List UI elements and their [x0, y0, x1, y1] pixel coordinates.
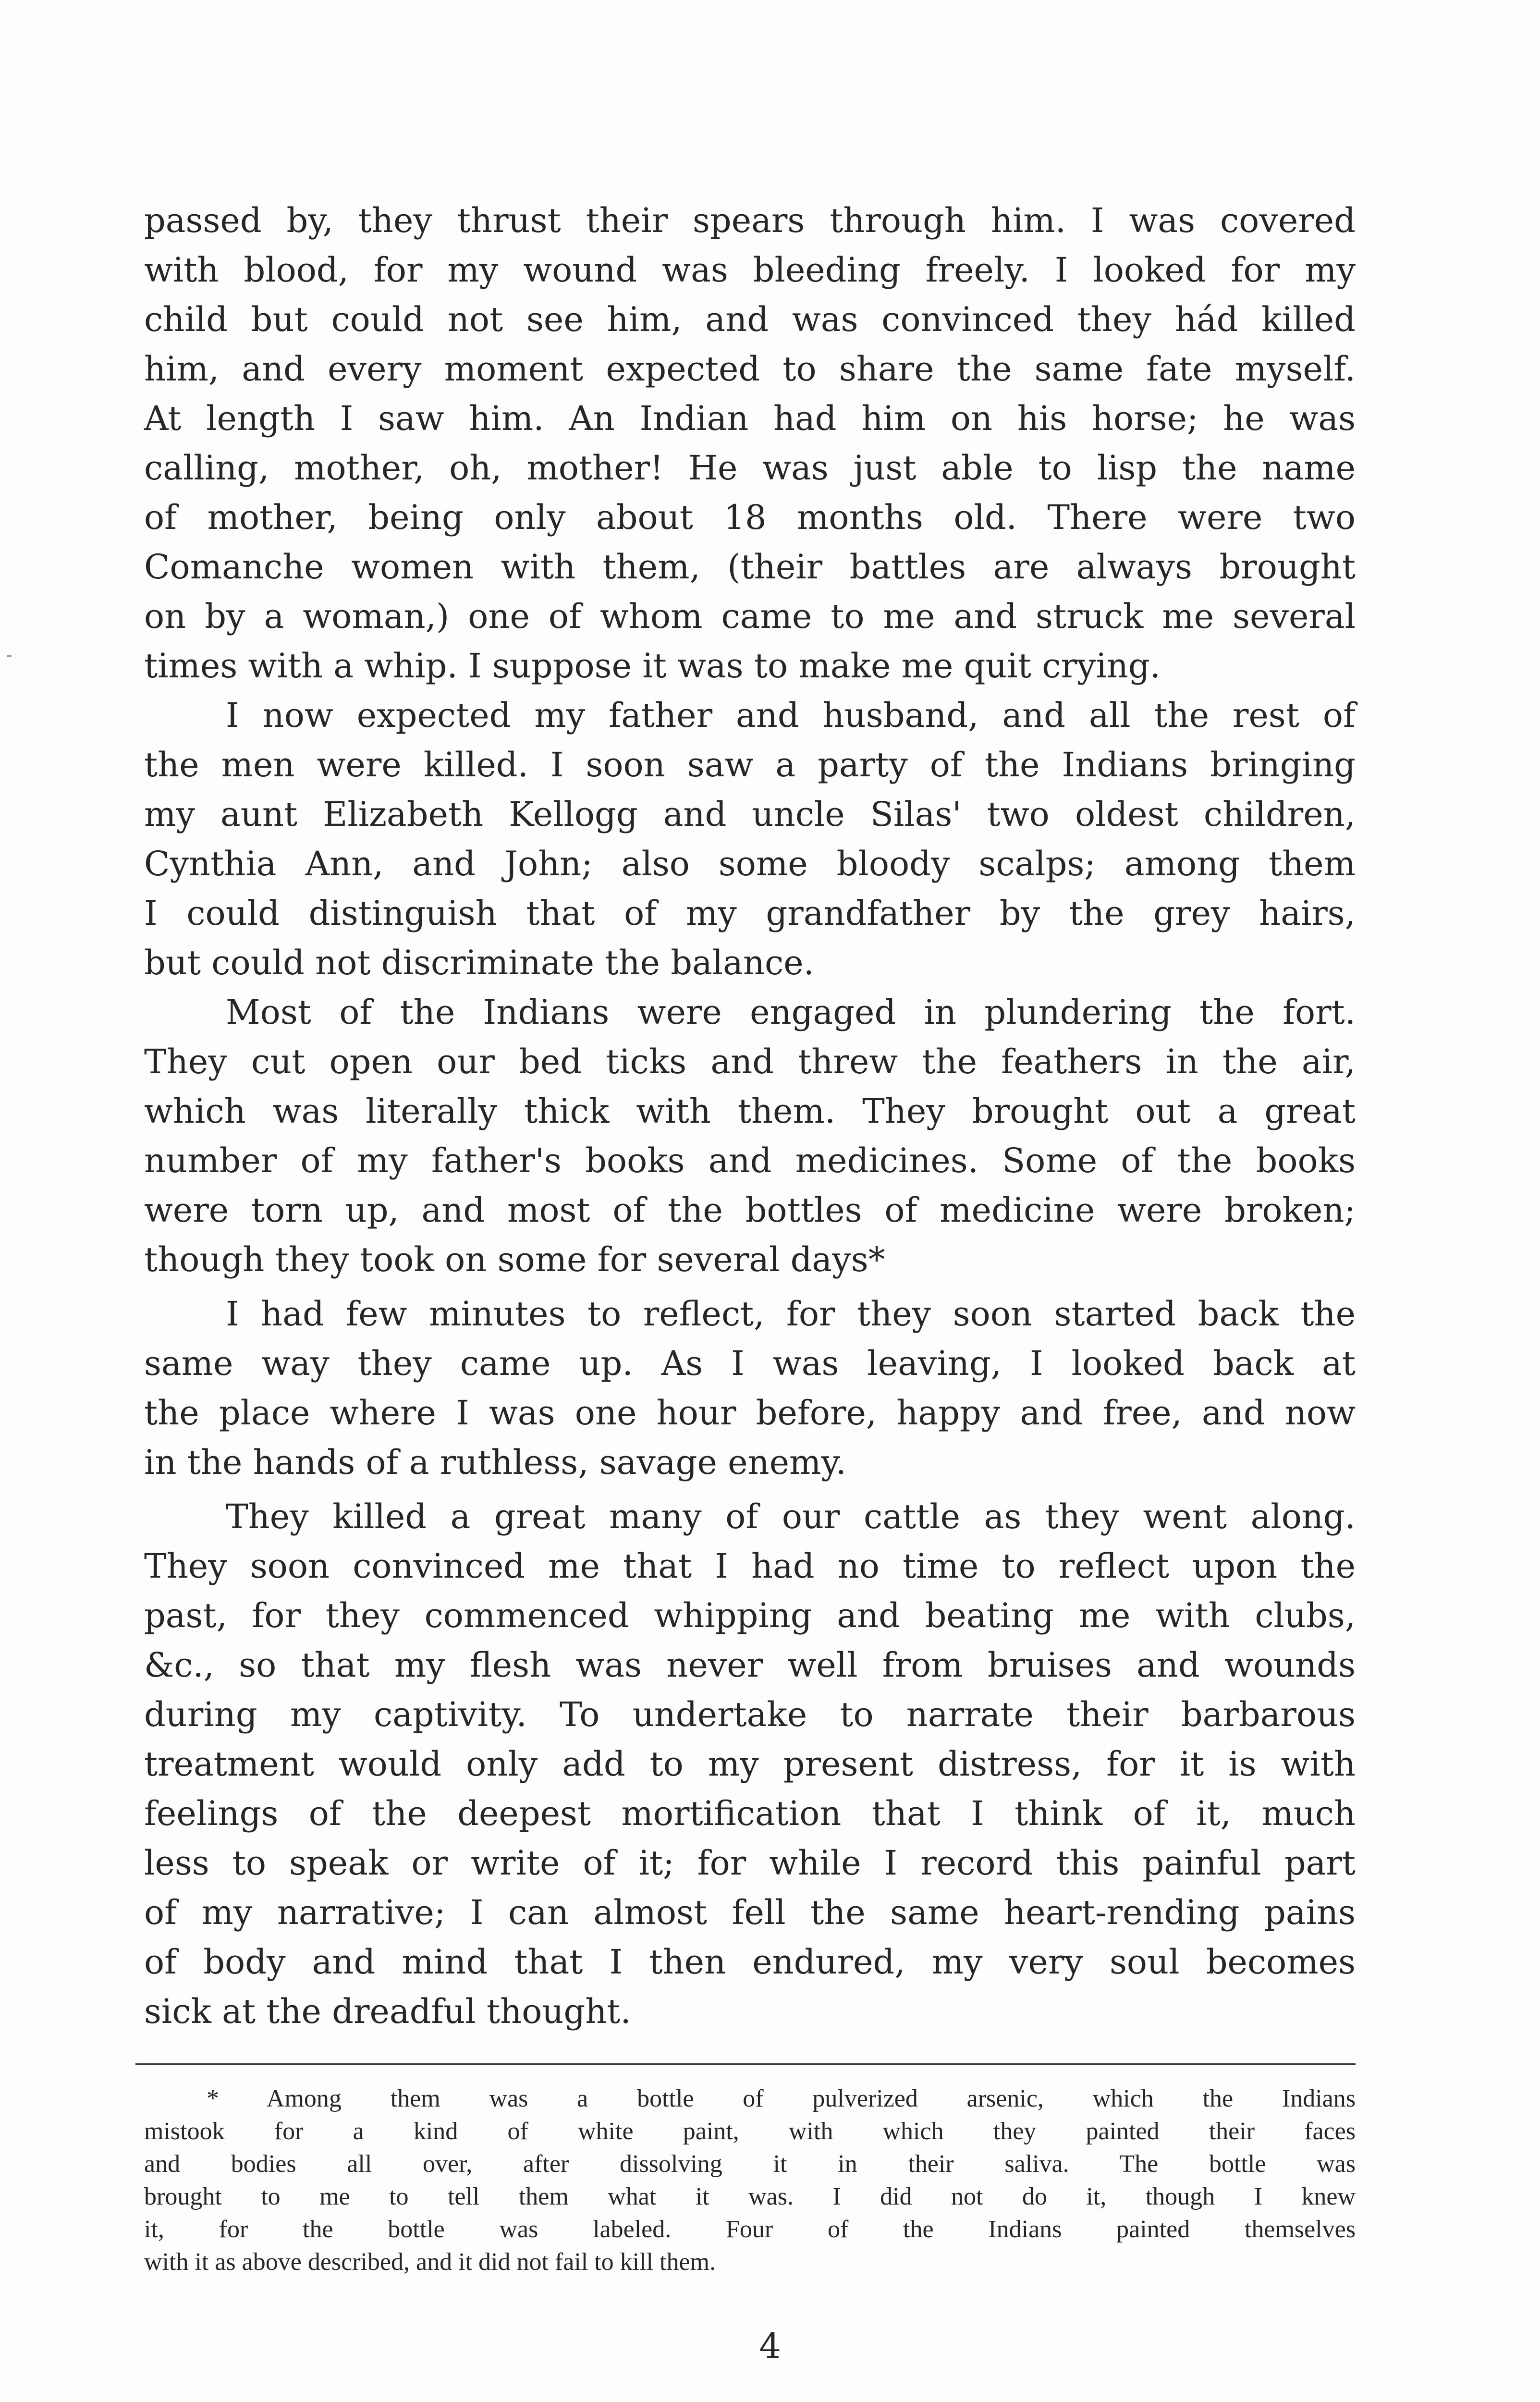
footnote-divider — [135, 2063, 1356, 2065]
body-line: during my captivity. To undertake to narrate their barbarous — [144, 1695, 1356, 1734]
body-line: They soon convinced me that I had no time to reflect upon the — [144, 1546, 1356, 1586]
body-line: They cut open our bed ticks and threw the feathers in the air, — [144, 1042, 1356, 1081]
body-line: times with a whip. I suppose it was to make me quit crying. — [144, 646, 1161, 686]
footnote-line: with it as above described, and it did not fail to kill them. — [144, 2248, 716, 2276]
body-line: with blood, for my wound was bleeding freely. I looked for my — [144, 250, 1356, 290]
body-line: I had few minutes to reflect, for they soon started back the — [226, 1294, 1356, 1334]
body-line: same way they came up. As I was leaving, I looked back at — [144, 1344, 1356, 1383]
body-line: less to speak or write of it; for while I record this painful part — [144, 1843, 1356, 1883]
footnote — [144, 2083, 1356, 2279]
body-line: him, and every moment expected to share the same fate myself. — [144, 349, 1356, 389]
page-number: 4 — [759, 2326, 781, 2366]
footnote-line: and bodies all over, after dissolving it in their saliva. The bottle was — [144, 2150, 1356, 2178]
body-line: past, for they commenced whipping and beating me with clubs, — [144, 1596, 1356, 1635]
body-line: treatment would only add to my present distress, for it is with — [144, 1744, 1356, 1784]
body-line: which was literally thick with them. They brought out a great — [144, 1091, 1356, 1131]
footnote-line: it, for the bottle was labeled. Four of the Indians painted themselves — [144, 2216, 1356, 2243]
body-line: Most of the Indians were engaged in plundering the fort. — [226, 993, 1356, 1032]
body-line: At length I saw him. An Indian had him on his horse; he was — [144, 399, 1356, 438]
body-line: feelings of the deepest mortification that I think of it, much — [144, 1794, 1356, 1833]
body-line: sick at the dreadful thought. — [144, 1992, 631, 2031]
body-line: the men were killed. I soon saw a party of the Indians bringing — [144, 745, 1356, 784]
body-line: of mother, being only about 18 months old. There were two — [144, 498, 1356, 537]
body-line: They killed a great many of our cattle as they went along. — [226, 1497, 1356, 1536]
footnote-line: mistook for a kind of white paint, with which they painted their faces — [144, 2118, 1356, 2145]
body-line: Comanche women with them, (their battles are always brought — [144, 547, 1356, 587]
body-line: number of my father's books and medicines. Some of the books — [144, 1141, 1356, 1180]
body-line: of body and mind that I then endured, my very soul becomes — [144, 1942, 1356, 1982]
footnote-line: * Among them was a bottle of pulverized arsenic, which the Indians — [207, 2085, 1356, 2112]
body-line: on by a woman,) one of whom came to me and struck me several — [144, 597, 1356, 636]
body-line: but could not discriminate the balance. — [144, 943, 814, 982]
body-line: of my narrative; I can almost fell the same heart-rending pains — [144, 1893, 1356, 1932]
body-line: I now expected my father and husband, and all the rest of — [226, 696, 1356, 735]
body-text — [144, 196, 1356, 2036]
body-line: though they took on some for several days* — [144, 1240, 885, 1279]
body-line: passed by, they thrust their spears through him. I was covered — [144, 201, 1356, 240]
body-line: were torn up, and most of the bottles of medicine were broken; — [144, 1190, 1356, 1230]
body-line: my aunt Elizabeth Kellogg and uncle Silas' two oldest children, — [144, 795, 1356, 834]
body-line: calling, mother, oh, mother! He was just able to lisp the name — [144, 448, 1356, 488]
footnote-line: brought to me to tell them what it was. I did not do it, though I knew — [144, 2183, 1356, 2210]
body-line: child but could not see him, and was convinced they hád killed — [144, 300, 1356, 339]
body-line: the place where I was one hour before, happy and free, and now — [144, 1393, 1356, 1433]
margin-mark — [7, 655, 12, 657]
body-line: in the hands of a ruthless, savage enemy. — [144, 1443, 846, 1482]
body-line: &c., so that my flesh was never well from bruises and wounds — [144, 1645, 1356, 1685]
body-line: I could distinguish that of my grandfather by the grey hairs, — [144, 894, 1356, 933]
body-line: Cynthia Ann, and John; also some bloody scalps; among them — [144, 844, 1356, 883]
